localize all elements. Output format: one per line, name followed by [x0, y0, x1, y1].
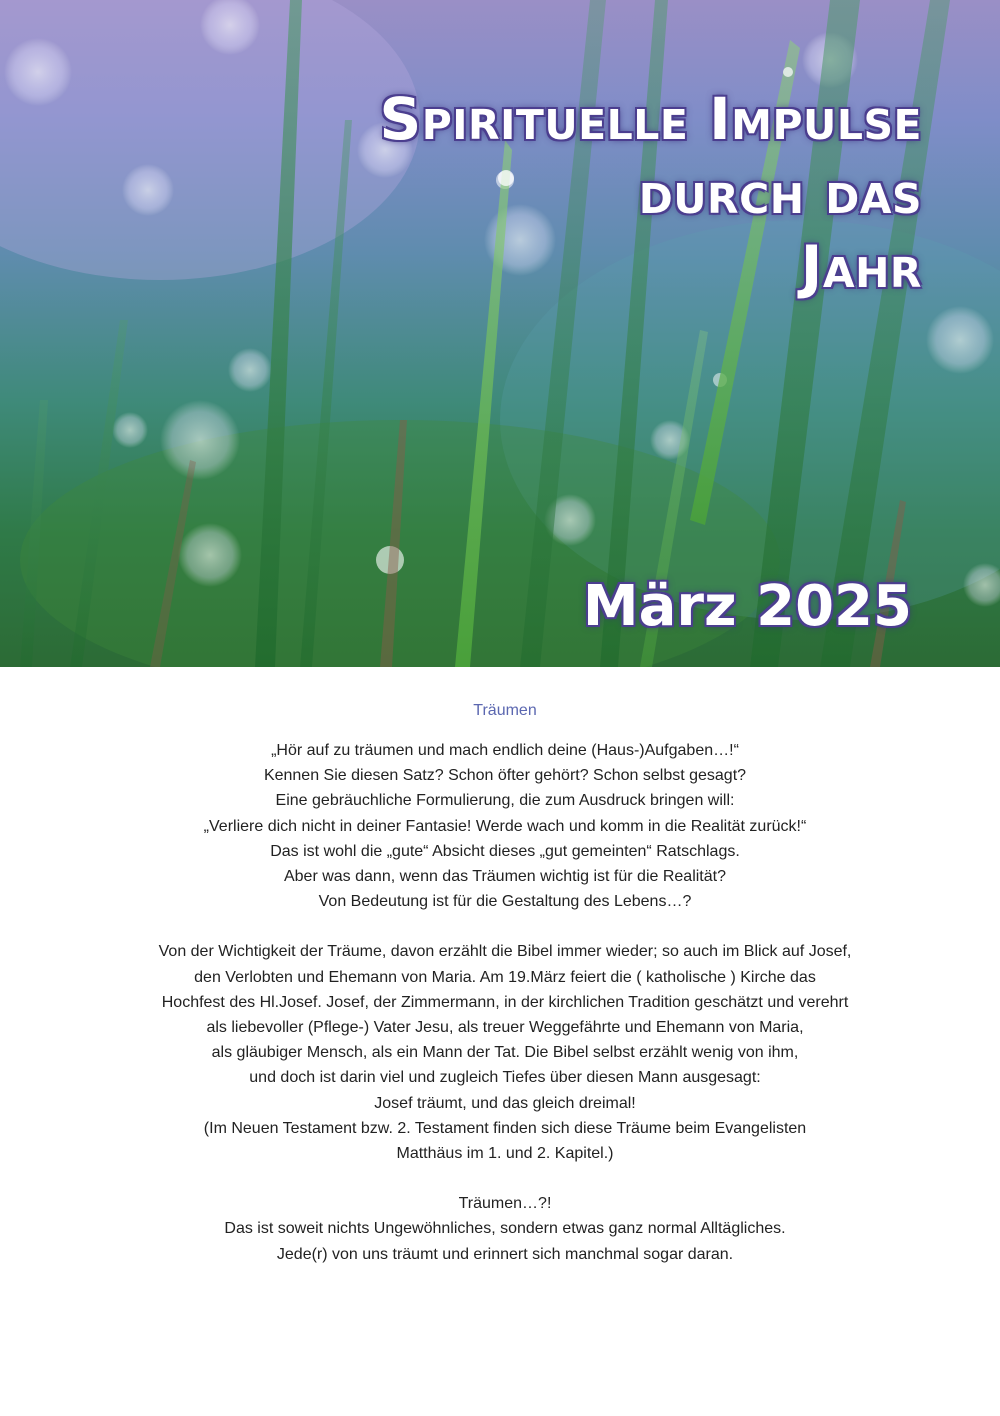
text-line: als gläubiger Mensch, als ein Mann der Tat. Die Bibel selbst erzählt wenig von ihm,	[211, 1044, 799, 1062]
text-line: Matthäus im 1. und 2. Kapitel.)	[396, 1145, 614, 1163]
text-line: Jede(r) von uns träumt und erinnert sich manchmal sogar daran.	[276, 1245, 734, 1263]
text-line: Eine gebräuchliche Formulierung, die zum Ausdruck bringen will:	[275, 792, 735, 810]
cover-title-line-1: Spirituelle Impulse	[379, 85, 922, 153]
text-line: Von Bedeutung ist für die Gestaltung des Lebens…?	[318, 893, 692, 911]
text-line: Von der Wichtigkeit der Träume, davon erzählt die Bibel immer wieder; so auch im Blick auf Josef,	[158, 943, 852, 961]
cover-title	[322, 82, 922, 304]
text-line: Josef träumt, und das gleich dreimal!	[374, 1094, 636, 1112]
text-line: Das ist wohl die „gute“ Absicht dieses „gut gemeinten“ Ratschlags.	[270, 842, 740, 860]
text-line: Kennen Sie diesen Satz? Schon öfter gehört? Schon selbst gesagt?	[263, 767, 747, 785]
paragraph-1	[60, 738, 950, 914]
text-line: Das ist soweit nichts Ungewöhnliches, sondern etwas ganz normal Alltägliches.	[224, 1220, 786, 1238]
text-line: und doch ist darin viel und zugleich Tiefes über diesen Mann ausgesagt:	[249, 1069, 761, 1087]
paragraph-2	[60, 939, 950, 1166]
paragraph-3	[60, 1191, 950, 1267]
cover-title-line-2: durch das	[638, 159, 922, 227]
issue-date: März 2025	[582, 574, 912, 639]
text-line: den Verlobten und Ehemann von Maria. Am 19.März feiert die ( katholische ) Kirche das	[194, 968, 816, 986]
cover-photo	[0, 0, 1000, 667]
text-line: „Hör auf zu träumen und mach endlich deine (Haus-)Aufgaben…!“	[271, 742, 739, 759]
article-heading: Träumen	[473, 702, 537, 719]
text-line: als liebevoller (Pflege-) Vater Jesu, als treuer Weggefährte und Ehemann von Maria,	[206, 1019, 804, 1037]
text-line: „Verliere dich nicht in deiner Fantasie! Werde wach und komm in die Realität zurück!“	[203, 817, 807, 835]
article	[60, 700, 950, 1267]
text-line: Träumen…?!	[458, 1195, 552, 1213]
cover-title-line-3: Jahr	[800, 233, 922, 301]
text-line: Hochfest des Hl.Josef. Josef, der Zimmermann, in der kirchlichen Tradition geschätzt und verehrt	[161, 993, 849, 1011]
text-line: Aber was dann, wenn das Träumen wichtig ist für die Realität?	[283, 868, 726, 886]
text-line: (Im Neuen Testament bzw. 2. Testament finden sich diese Träume beim Evangelisten	[203, 1119, 807, 1137]
